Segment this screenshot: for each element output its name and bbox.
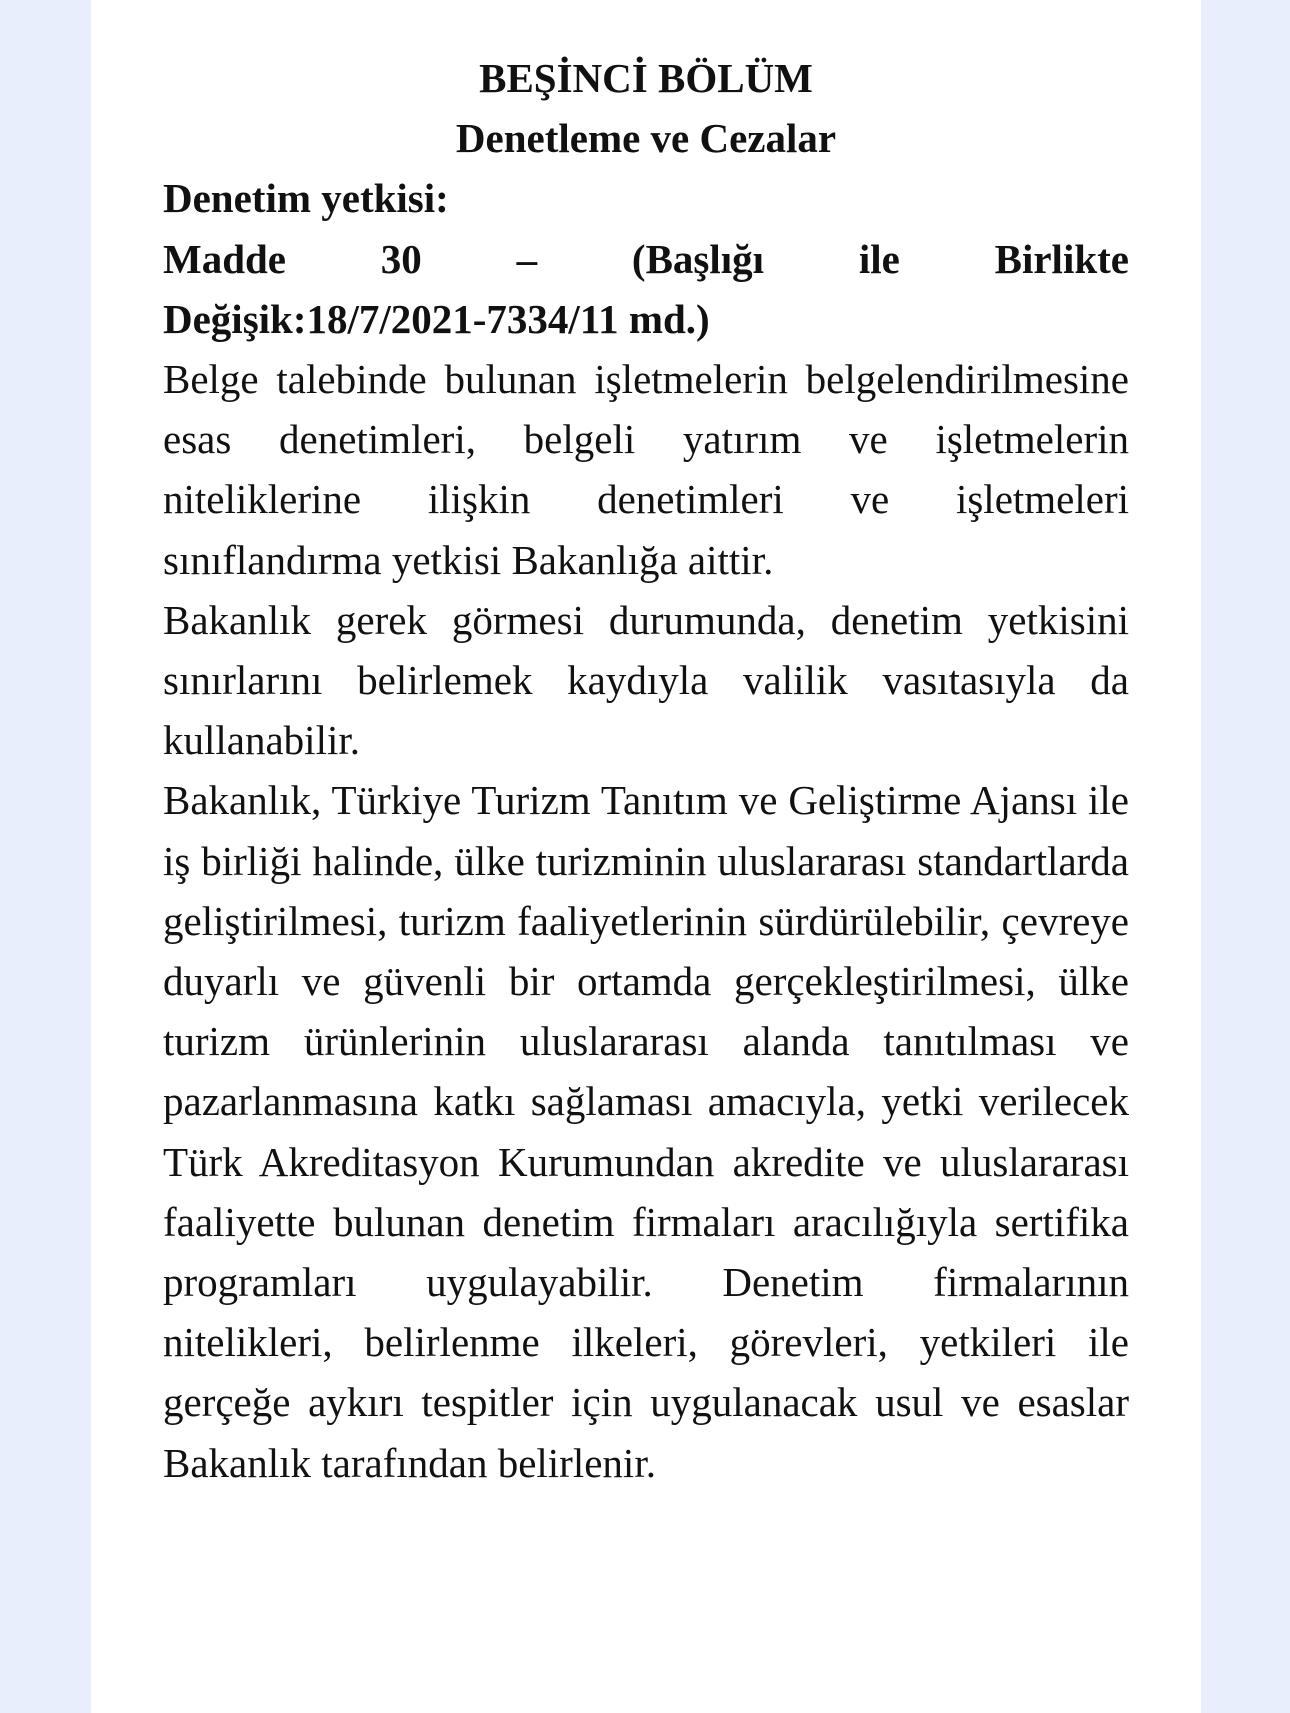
part-subtitle: Denetleme ve Cezalar	[455, 115, 837, 162]
paragraph-1: Belge talebinde bulunan işletmelerin belgelendirilmesine esas denetimleri, belgeli yatırım ve işletmelerin niteliklerine ilişkin denetimleri ve işletmeleri sınıflandırma yetkisi Bakanlığa aittir.	[163, 356, 1129, 583]
article-heading-line-2: Değişik:18/7/2021-7334/11 md.)	[163, 295, 710, 342]
section-heading: Denetim yetkisi:	[163, 175, 449, 222]
article-heading-line-1: Madde 30 – (Başlığı ile Birlikte	[163, 235, 1129, 282]
part-title: BEŞİNCİ BÖLÜM	[479, 55, 813, 101]
document-page	[91, 0, 1201, 1713]
paragraph-2: Bakanlık gerek görmesi durumunda, denetim yetkisini sınırlarını belirlemek kaydıyla valilik vasıtasıyla da kullanabilir.	[163, 596, 1129, 764]
paragraph-3: Bakanlık, Türkiye Turizm Tanıtım ve Geliştirme Ajansı ile iş birliği halinde, ülke turizminin uluslararası standartlarda geliştirilmesi, turizm faaliyetlerinin sürdürülebilir, çevreye duyarlı ve güvenli bir ortamda gerçekleştirilmesi, ülke turizm ürünlerinin uluslararası alanda tanıtılması ve pazarlanmasına katkı sağlaması amacıyla, yetki verilecek Türk Akreditasyon Kurumundan akredite ve uluslararası faaliyette bulunan denetim firmaları aracılığıyla sertifika programları uygulayabilir. Denetim firmalarının nitelikleri, belirlenme ilkeleri, görevleri, yetkileri ile gerçeğe aykırı tespitler için uygulanacak usul ve esaslar Bakanlık tarafından belirlenir.	[163, 777, 1129, 1486]
document-content	[163, 48, 1129, 1493]
